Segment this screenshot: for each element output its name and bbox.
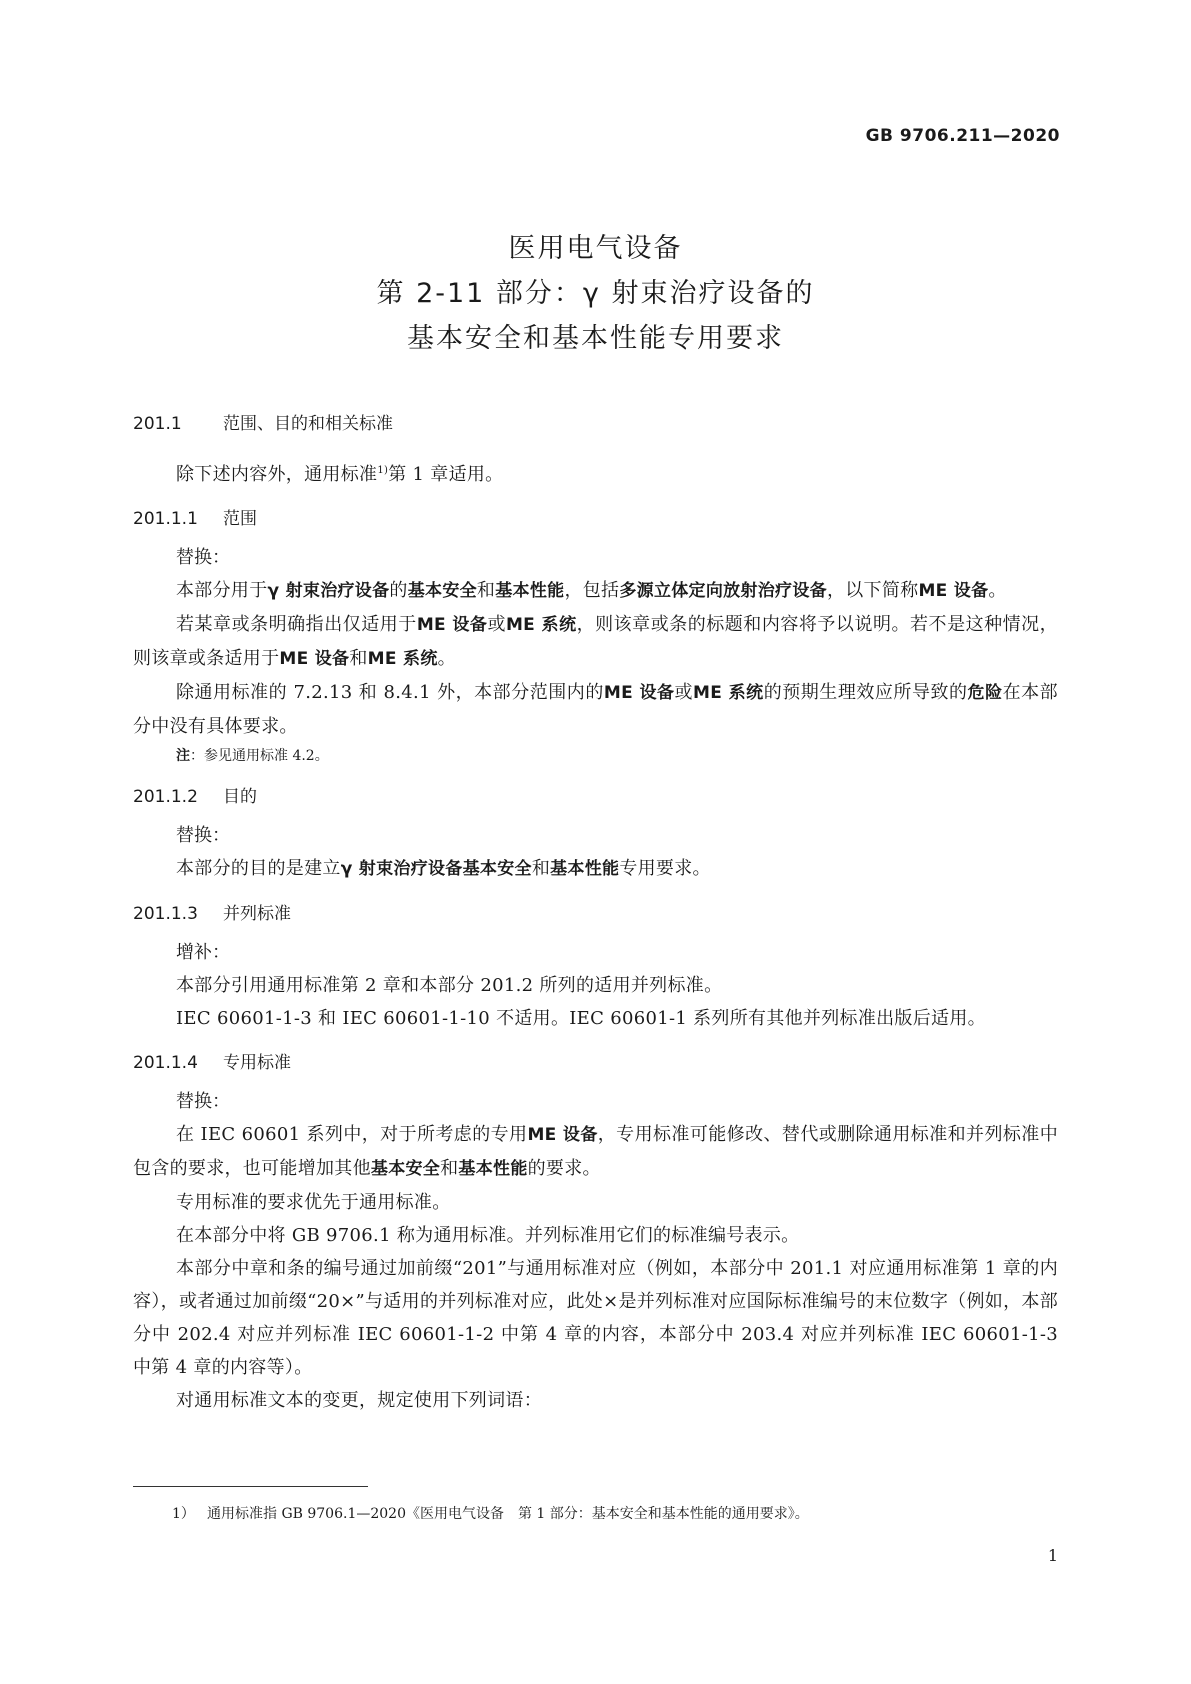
section-number: 201.1.1: [133, 509, 198, 529]
footnote-divider: [133, 1486, 368, 1487]
document-title: [0, 226, 1191, 361]
paragraph: 若某章或条明确指出仅适用于ME 设备或ME 系统，则该章或条的标题和内容将予以说明。若不是这种情况，则该章或条适用于ME 设备和ME 系统。: [133, 614, 1058, 669]
section-heading-201-1-4: [133, 1051, 1058, 1075]
clause-label: 替换：: [176, 825, 230, 846]
section-heading-201-1-2: [133, 785, 1058, 809]
note: [133, 743, 1058, 769]
section-number: 201.1: [133, 414, 182, 434]
section-number: 201.1.4: [133, 1053, 198, 1073]
section-heading-201-1-1: [133, 507, 1058, 531]
paragraph: 对通用标准文本的变更，规定使用下列词语：: [176, 1390, 542, 1411]
section-title: 专用标准: [223, 1053, 291, 1073]
clause-label: 替换：: [176, 547, 230, 568]
section-title: 范围、目的和相关标准: [223, 414, 393, 434]
title-line-3: 基本安全和基本性能专用要求: [407, 323, 784, 354]
paragraph: 本部分的目的是建立γ 射束治疗设备基本安全和基本性能专用要求。: [176, 858, 711, 879]
paragraph: 在本部分中将 GB 9706.1 称为通用标准。并列标准用它们的标准编号表示。: [176, 1225, 800, 1246]
footnote: [172, 1504, 809, 1524]
section-heading-201-1: [133, 412, 1058, 436]
paragraph: 除通用标准的 7.2.13 和 8.4.1 外，本部分范围内的ME 设备或ME 系统的预期生理效应所导致的危险在本部分中没有具体要求。: [133, 682, 1058, 737]
document-body: [133, 412, 1058, 1417]
note-label: 注: [176, 748, 190, 764]
paragraph: 在 IEC 60601 系列中，对于所考虑的专用ME 设备，专用标准可能修改、替代或删除通用标准和并列标准中包含的要求，也可能增加其他基本安全和基本性能的要求。: [133, 1124, 1058, 1179]
title-line-2: 第 2-11 部分：γ 射束治疗设备的: [376, 278, 815, 309]
footnote-ref: 1): [377, 465, 389, 476]
title-line-1: 医用电气设备: [508, 233, 683, 264]
page-number: 1: [1047, 1546, 1058, 1565]
paragraph: 本部分引用通用标准第 2 章和本部分 201.2 所列的适用并列标准。: [176, 975, 723, 996]
clause-label: 替换：: [176, 1091, 230, 1112]
paragraph: 本部分中章和条的编号通过加前缀“201”与通用标准对应（例如，本部分中 201.1 对应通用标准第 1 章的内容），或者通过加前缀“20×”与适用的并列标准对应，此处×是并列标准对应国际标准编号的末位数字（例如，本部分中 202.4 对应并列标准 IEC 60601-1-2 中第 4 章的内容，本部分中 203.4 对应并列标准 IEC 60601-1-3 中第 4 章的内容等）。: [133, 1258, 1058, 1378]
paragraph: IEC 60601-1-3 和 IEC 60601-1-10 不适用。IEC 60601-1 系列所有其他并列标准出版后适用。: [176, 1008, 986, 1029]
section-title: 目的: [223, 787, 257, 807]
standard-code: GB 9706.211—2020: [865, 126, 1060, 146]
note-text: ：参见通用标准 4.2。: [190, 748, 329, 764]
section-number: 201.1.2: [133, 787, 198, 807]
text: 第 1 章适用。: [388, 464, 504, 485]
text: 除下述内容外，通用标准: [176, 464, 378, 485]
footnote-text: 通用标准指 GB 9706.1—2020《医用电气设备 第 1 部分：基本安全和基本性能的通用要求》。: [207, 1506, 809, 1522]
clause-label: 增补：: [176, 942, 230, 963]
section-heading-201-1-3: [133, 902, 1058, 926]
paragraph: [133, 458, 1058, 491]
section-number: 201.1.3: [133, 904, 198, 924]
paragraph: 本部分用于γ 射束治疗设备的基本安全和基本性能，包括多源立体定向放射治疗设备，以下简称ME 设备。: [176, 580, 1007, 601]
paragraph: 专用标准的要求优先于通用标准。: [176, 1192, 451, 1213]
section-title: 范围: [223, 509, 257, 529]
footnote-mark: 1）: [172, 1506, 195, 1522]
section-title: 并列标准: [223, 904, 291, 924]
